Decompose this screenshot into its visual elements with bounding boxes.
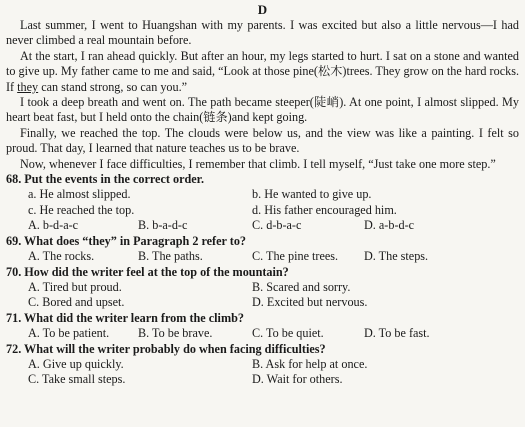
q68-option-c[interactable]: C. d-b-a-c [252,218,302,233]
question-68-events [6,187,519,218]
q68-option-a[interactable]: A. b-d-a-c [28,218,79,233]
q72-option-a[interactable]: A. Give up quickly. [28,356,124,371]
q72-option-c[interactable]: C. Take small steps. [28,372,126,387]
paragraph-5: Now, whenever I face difficulties, I remember that climb. I tell myself, “Just take one more step.” [20,156,496,171]
question-68-options [6,218,519,233]
question-70-options [6,280,519,311]
q69-option-c[interactable]: C. The pine trees. [252,249,339,264]
q69-option-a[interactable]: A. The rocks. [28,249,95,264]
paragraph-2 [6,49,519,95]
question-69-options [6,249,519,264]
q68-option-b[interactable]: B. b-a-d-c [138,218,188,233]
paragraph-2-start: At the start, I ran ahead quickly. But after an hour, my legs started to hurt. I sat on a stone and wanted to give up. My father came to me and said, “Look at those pine(松木)trees. They grow on the hard rocks. If [6,48,519,94]
event-d: d. His father encouraged him. [252,202,397,217]
q71-option-a[interactable]: A. To be patient. [28,326,110,341]
q72-option-b[interactable]: B. Ask for help at once. [252,356,368,371]
question-72-stem: 72. What will the writer probably do when facing difficulties? [6,341,326,356]
question-71-options [6,326,519,341]
paragraph-4: Finally, we reached the top. The clouds were below us, and the view was like a painting. I felt so proud. That day, I learned that nature teaches us to be brave. [6,125,519,156]
q68-option-d[interactable]: D. a-b-d-c [364,218,415,233]
underlined-word-they: they [17,79,39,94]
paragraph-1: Last summer, I went to Huangshan with my parents. I was excited but also a little nervous—I had never climbed a real mountain before. [6,18,519,48]
question-68-stem: 68. Put the events in the correct order. [6,172,204,187]
q71-option-d[interactable]: D. To be fast. [364,326,430,341]
question-72-options [6,357,519,388]
q71-option-c[interactable]: C. To be quiet. [252,326,324,341]
q70-option-c[interactable]: C. Bored and upset. [28,295,125,310]
paragraph-2-end: can stand strong, so can you.” [38,79,188,94]
q69-option-b[interactable]: B. The paths. [138,249,203,264]
passage-heading: D [257,2,268,17]
q72-option-d[interactable]: D. Wait for others. [252,372,343,387]
q71-option-b[interactable]: B. To be brave. [138,326,213,341]
question-71-stem: 71. What did the writer learn from the climb? [6,310,244,325]
q70-option-a[interactable]: A. Tired but proud. [28,279,122,294]
q69-option-d[interactable]: D. The steps. [364,249,429,264]
q70-option-b[interactable]: B. Scared and sorry. [252,279,351,294]
q70-option-d[interactable]: D. Excited but nervous. [252,295,368,310]
event-b: b. He wanted to give up. [252,187,372,202]
question-69-stem: 69. What does “they” in Paragraph 2 refer to? [6,233,247,248]
event-a: a. He almost slipped. [28,187,131,202]
paragraph-3: I took a deep breath and went on. The path became steeper(陡峭). At one point, I almost slipped. My heart beat fast, but I held onto the chain(链条)and kept going. [6,95,519,125]
question-70-stem: 70. How did the writer feel at the top of the mountain? [6,264,289,279]
event-c: c. He reached the top. [28,202,135,217]
